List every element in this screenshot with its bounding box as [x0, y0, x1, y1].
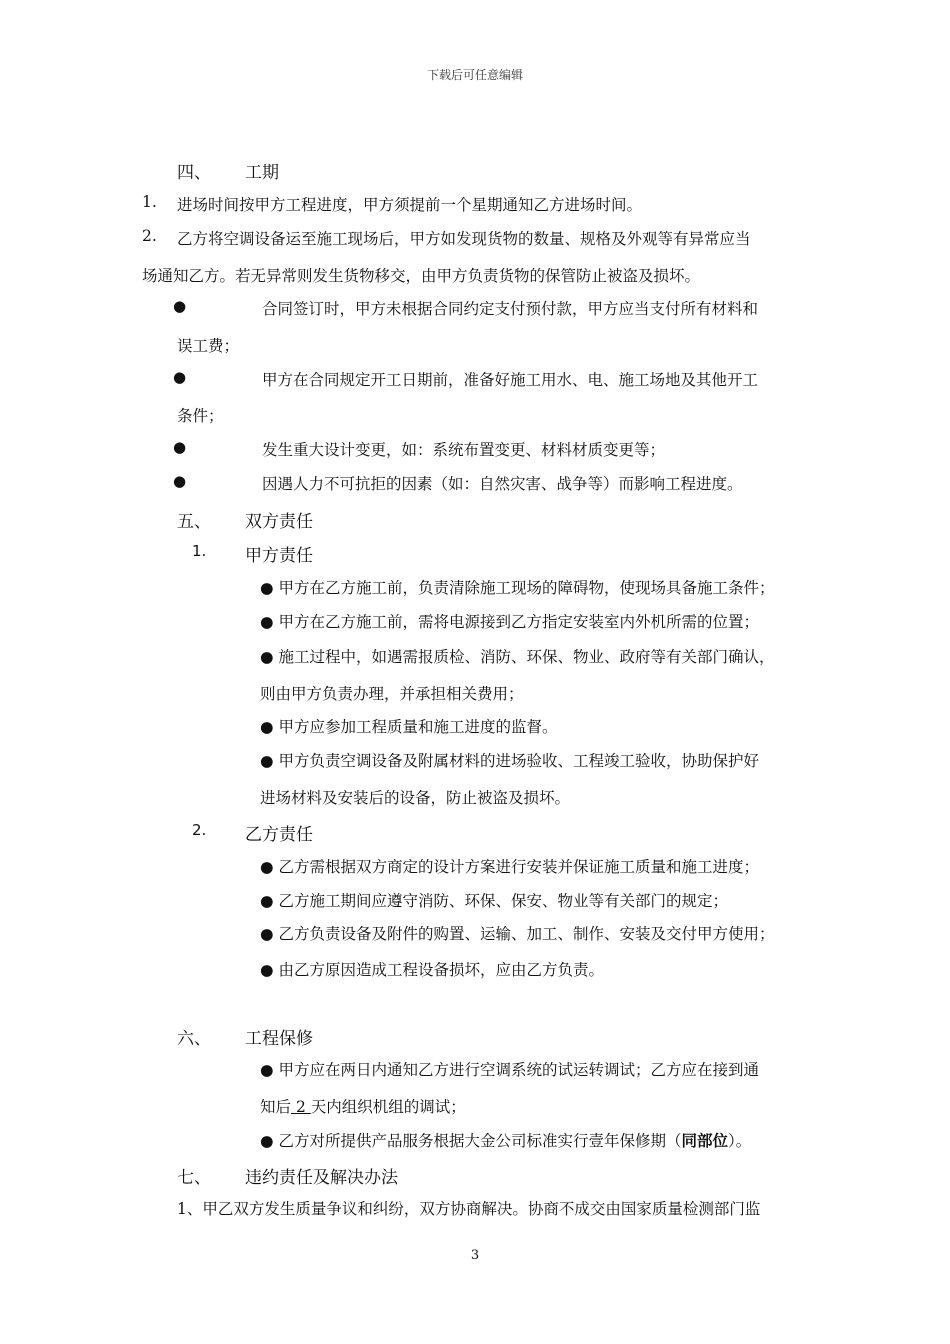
section-7-item-1: 1、甲乙双方发生质量争议和纠纷，双方协商解决。协商不成交由国家质量检测部门监	[177, 1200, 761, 1218]
warranty-item-1-line-2-pre: 知后	[260, 1098, 292, 1116]
section-4-bullet-2-line-1: 甲方在合同规定开工日期前，准备好施工用水、电、施工场地及其他开工	[262, 371, 759, 389]
section-4-item-1-text: 进场时间按甲方工程进度，甲方须提前一个星期通知乙方进场时间。	[177, 196, 643, 214]
party-a-duty-1: ● 甲方在乙方施工前，负责清除施工现场的障碍物，使现场具备施工条件；	[260, 579, 775, 597]
party-b-duty-2: ● 乙方施工期间应遵守消防、环保、保安、物业等有关部门的规定；	[260, 892, 728, 910]
section-6-number: 六、	[177, 1029, 211, 1049]
party-b-duty-4: ● 由乙方原因造成工程设备损坏，应由乙方负责。	[260, 961, 604, 979]
section-7-number: 七、	[177, 1168, 211, 1188]
party-a-duty-3-line-1: ● 施工过程中，如遇需报质检、消防、环保、物业、政府等有关部门确认，	[260, 648, 775, 666]
section-5-title: 双方责任	[245, 512, 313, 532]
warranty-item-2	[260, 1129, 751, 1151]
bullet-icon: ●	[173, 438, 187, 456]
party-a-duty-2: ● 甲方在乙方施工前，需将电源接到乙方指定安装室内外机所需的位置；	[260, 613, 759, 631]
section-7-title: 违约责任及解决办法	[245, 1168, 398, 1188]
section-4-title: 工期	[245, 163, 279, 183]
section-4-item-2-line-1: 乙方将空调设备运至施工现场后，甲方如发现货物的数量、规格及外观等有异常应当	[177, 230, 751, 248]
warranty-item-2-pre: ● 乙方对所提供产品服务根据大金公司标准实行壹年保修期（	[260, 1132, 682, 1150]
page-header: 下载后可任意编辑	[426, 68, 523, 82]
section-4-bullet-1-line-1: 合同签订时，甲方未根据合同约定支付预付款，甲方应当支付所有材料和	[262, 300, 759, 318]
section-4-item-2-number: 2.	[142, 227, 157, 245]
party-a-duty-5-line-1: ● 甲方负责空调设备及附属材料的进场验收、工程竣工验收，协助保护好	[260, 752, 759, 770]
party-a-duty-4: ● 甲方应参加工程质量和施工进度的监督。	[260, 718, 558, 736]
party-a-duty-5-line-2: 进场材料及安装后的设备，防止被盗及损坏。	[260, 789, 571, 807]
warranty-item-1-line-2	[260, 1095, 466, 1117]
warranty-item-1-line-1: ● 甲方应在两日内通知乙方进行空调系统的试运转调试；乙方应在接到通	[260, 1061, 759, 1079]
party-b-duty-1: ● 乙方需根据双方商定的设计方案进行安装并保证施工质量和施工进度；	[260, 858, 759, 876]
section-5-sub-2-title: 乙方责任	[245, 825, 313, 845]
section-4-number: 四、	[177, 163, 211, 183]
section-4-item-1-number: 1.	[142, 193, 157, 211]
bullet-icon: ●	[173, 368, 187, 386]
section-5-sub-1-title: 甲方责任	[245, 546, 313, 566]
bullet-icon: ●	[173, 297, 187, 315]
warranty-item-2-post: ）。	[727, 1132, 752, 1150]
section-5-number: 五、	[177, 512, 211, 532]
bullet-icon: ●	[173, 472, 187, 490]
section-4-bullet-1-line-2: 误工费；	[177, 337, 240, 355]
page-number: 3	[470, 1248, 480, 1263]
party-a-duty-3-line-2: 则由甲方负责办理，并承担相关费用；	[260, 685, 524, 703]
section-4-bullet-3: 发生重大设计变更，如：系统布置变更、材料材质变更等；	[262, 441, 666, 459]
section-5-sub-2-number: 2.	[192, 821, 207, 839]
party-b-duty-3: ● 乙方负责设备及附件的购置、运输、加工、制作、安装及交付甲方使用；	[260, 925, 775, 943]
section-5-sub-1-number: 1.	[192, 542, 207, 560]
section-4-bullet-2-line-2: 条件；	[177, 407, 224, 425]
section-4-item-2-line-2: 场通知乙方。若无异常则发生货物移交，由甲方负责货物的保管防止被盗及损坏。	[142, 267, 701, 285]
warranty-item-2-bold: 同部位	[681, 1132, 728, 1150]
warranty-days-value: 2	[291, 1098, 311, 1116]
section-4-bullet-4: 因遇人力不可抗拒的因素（如：自然灾害、战争等）而影响工程进度。	[262, 475, 743, 493]
warranty-item-1-line-2-post: 天内组织机组的调试；	[310, 1098, 466, 1116]
section-6-title: 工程保修	[245, 1029, 313, 1049]
